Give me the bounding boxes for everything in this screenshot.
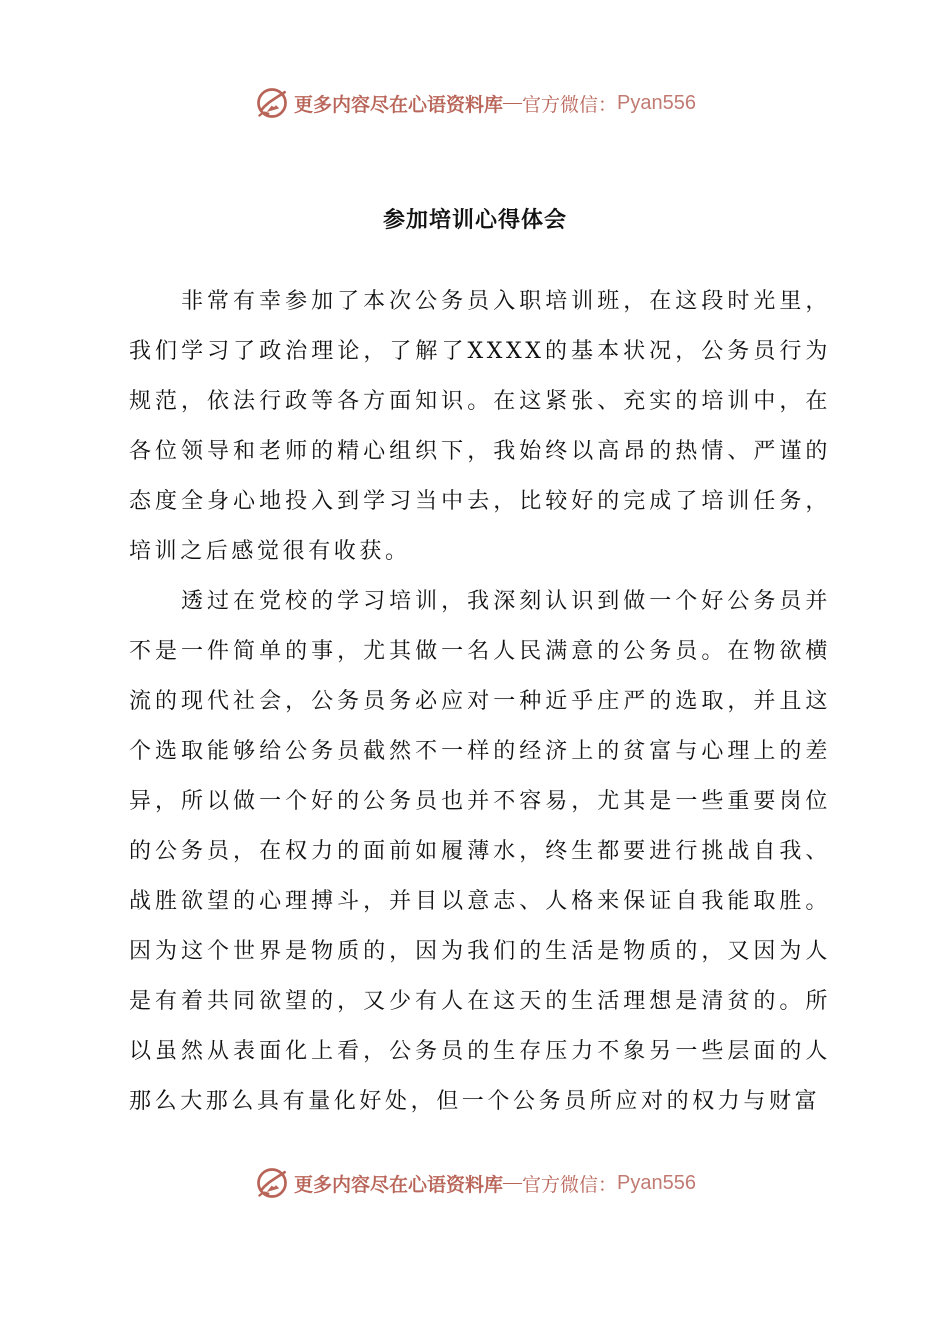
footer-banner xyxy=(0,1163,950,1203)
pen-nib-logo-icon xyxy=(254,1165,290,1201)
header-banner-dash: — xyxy=(503,92,523,113)
footer-banner-text: 更多内容尽在心语资料库 xyxy=(294,1173,504,1196)
footer-wechat-id: Pyan556 xyxy=(617,1171,696,1194)
body-paragraph-1: 非常有幸参加了本次公务员入职培训班，在这段时光里，我们学习了政治理论，了解了XXXX的基本状况，公务员行为规范，依法行政等各方面知识。在这紧张、充实的培训中，在各位领导和老师的精心组织下，我始终以高昂的热情、严谨的态度全身心地投入到学习当中去，比较好的完成了培训任务，培训之后感觉很有收获。 xyxy=(129,289,831,564)
header-banner-content[interactable] xyxy=(254,83,696,123)
header-wechat-id: Pyan556 xyxy=(617,91,696,114)
document-body xyxy=(129,277,831,1127)
footer-wechat-label: 官方微信： xyxy=(522,1173,618,1196)
header-wechat-label: 官方微信： xyxy=(522,93,618,116)
footer-banner-content[interactable] xyxy=(254,1163,696,1203)
body-paragraph-2: 透过在党校的学习培训，我深刻认识到做一个好公务员并不是一件简单的事，尤其做一名人民满意的公务员。在物欲横流的现代社会，公务员务必应对一种近乎庄严的选取，并且这个选取能够给公务员截然不一样的经济上的贫富与心理上的差异，所以做一个好的公务员也并不容易，尤其是一些重要岗位的公务员，在权力的面前如履薄水，终生都要进行挑战自我、战胜欲望的心理搏斗，并目以意志、人格来保证自我能取胜。因为这个世界是物质的，因为我们的生活是物质的，又因为人是有着共同欲望的，又少有人在这天的生活理想是清贫的。所以虽然从表面化上看，公务员的生存压力不象另一些层面的人那么大那么具有量化好处，但一个公务员所应对的权力与财富 xyxy=(129,589,831,1114)
header-banner-text: 更多内容尽在心语资料库 xyxy=(294,93,504,116)
header-banner xyxy=(0,83,950,123)
document-title: 参加培训心得体会 xyxy=(382,208,567,233)
pen-nib-logo-icon xyxy=(254,85,290,121)
footer-banner-dash: — xyxy=(503,1172,523,1193)
